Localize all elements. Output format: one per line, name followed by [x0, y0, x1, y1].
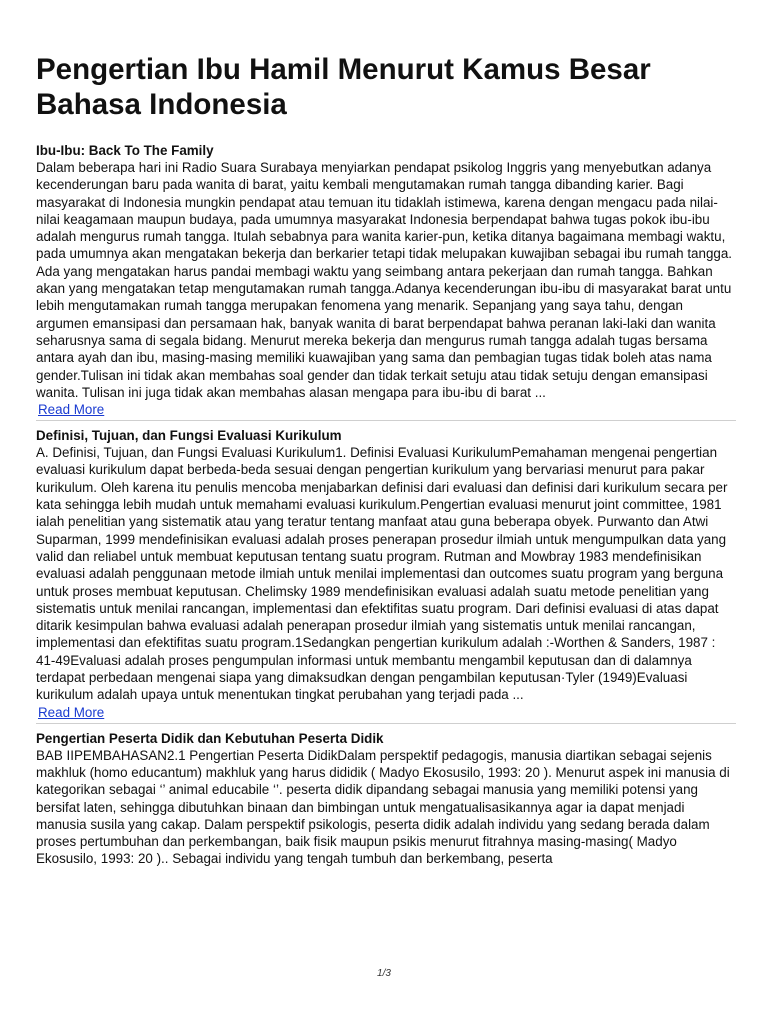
page-title: Pengertian Ibu Hamil Menurut Kamus Besar Bahasa Indonesia [36, 53, 651, 121]
article-heading: Definisi, Tujuan, dan Fungsi Evaluasi Kurikulum [36, 428, 342, 444]
article-body: BAB IIPEMBAHASAN2.1 Pengertian Peserta DidikDalam perspektif pedagogis, manusia diartikan sebagai sejenis makhluk (homo educantum) makhluk yang harus dididik ( Madyo Ekosusilo, 1993: 20 ). Menurut aspek ini manusia di kategorikan sebagai ‘’ animal educabile ‘’. peserta didik dipandang sebagai manusia yang memiliki potensi yang bersifat laten, sehingga dibutuhkan binaan dan bimbingan untuk mengatualisasikannya agar ia dapat menjadi manusia susila yang cakap. Dalam perspektif psikologis, peserta didik adalah individu yang sedang berada dalam proses pertumbuhan dan perkembangan, baik fisik maupun psikis menurut fitrahnya masing-masing( Madyo Ekosusilo, 1993: 20 ).. Sebagai individu yang tengah tumbuh dan berkembang, peserta [36, 747, 730, 867]
page-number: 1/3 [377, 968, 391, 979]
article-2 [36, 427, 736, 723]
article-body: Dalam beberapa hari ini Radio Suara Surabaya menyiarkan pendapat psikolog Inggris yang menyebutkan adanya kecenderungan baru pada wanita di barat, yaitu kembali mengutamakan rumah tangga dibanding karier. Bagi masyarakat di Indonesia mungkin pendapat atau temuan itu tidaklah istimewa, karena dengan mengacu pada nilai-nilai keagamaan maupun budaya, pada umumnya masyarakat Indonesia berpendapat bahwa tugas pokok ibu-ibu adalah mengurus rumah tangga. Itulah sebabnya para wanita karier-pun, ketika ditanya bagaimana membagi waktu, pada umumnya akan mengatakan bekerja dan berkarier tetapi tidak melupakan kuwajiban sebagai ibu rumah tangga. Ada yang mengatakan harus pandai membagi waktu yang seimbang antara pekerjaan dan rumah tangga. Bahkan akan yang mengatakan tetap mengutamakan rumah tangga.Adanya kecenderungan ibu-ibu di masyarakat barat untu lebih mengutamakan rumah tangga merupakan fenomena yang menarik. Sepanjang yang saya tahu, dengan argumen emansipasi dan persamaan hak, banyak wanita di barat berpendapat bahwa peranan laki-laki dan wanita seharusnya sama di segala bidang. Menurut mereka bekerja dan mengurus rumah tangga adalah tugas bersama antara ayah dan ibu, masing-masing memiliki kuawajiban yang sama dan pembagian tugas tidak boleh atas nama gender.Tulisan ini tidak akan membahas soal gender dan tidak terkait setuju atau tidak setuju dengan emansipasi wanita. Tulisan ini juga tidak akan membahas alasan mengapa para ibu-ibu di barat ... [36, 160, 733, 400]
read-more-link[interactable]: Read More [38, 704, 105, 720]
article-body: A. Definisi, Tujuan, dan Fungsi Evaluasi Kurikulum1. Definisi Evaluasi KurikulumPemahaman mengenai pengertian evaluasi kurikulum dapat berbeda-beda sesuai dengan pengertian kurikulum yang bervariasi menurut para pakar kurikulum. Oleh karena itu penulis mencoba menjabarkan definisi dari evaluasi dan definisi dari kurikulum secara per kata sehingga lebih mudah untuk memahami evaluasi kurikulum.Pengertian evaluasi menurut joint committee, 1981 ialah penelitian yang sistematik atau yang teratur tentang manfaat atau guna beberapa obyek. Purwanto dan Atwi Suparman, 1999 mendefinisikan evaluasi adalah proses penerapan prosedur ilmiah untuk mengumpulkan data yang valid dan reliabel untuk membuat keputusan tentang suatu program. Rutman and Mowbray 1983 mendefinisikan evaluasi adalah penggunaan metode ilmiah untuk menilai implementasi dan outcomes suatu program yang berguna untuk proses membuat keputusan. Chelimsky 1989 mendefinisikan evaluasi adalah suatu metode penelitian yang sistematis untuk menilai rancangan, implementasi dan efektifitas suatu program. Dari definisi evaluasi di atas dapat ditarik kesimpulan bahwa evaluasi adalah penerapan prosedur ilmiah yang sistematis untuk menilai rancangan, implementasi dan efektifitas suatu program.1Sedangkan pengertian kurikulum adalah :-Worthen & Sanders, 1987 : 41-49Evaluasi adalah proses pengumpulan informasi untuk membantu mengambil keputusan dan di dalamnya terdapat perbedaan mengenai siapa yang dimaksudkan dengan pengambilan keputusan·Tyler (1949)Evaluasi kurikulum adalah upaya untuk menentukan tingkat perubahan yang terjadi pada ... [36, 445, 728, 703]
article-heading: Ibu-Ibu: Back To The Family [36, 143, 214, 158]
read-more-link[interactable]: Read More [38, 402, 105, 418]
article-3 [36, 730, 736, 869]
document-page [36, 52, 736, 875]
article-heading: Pengertian Peserta Didik dan Kebutuhan Peserta Didik [36, 730, 384, 746]
article-1 [36, 142, 736, 421]
